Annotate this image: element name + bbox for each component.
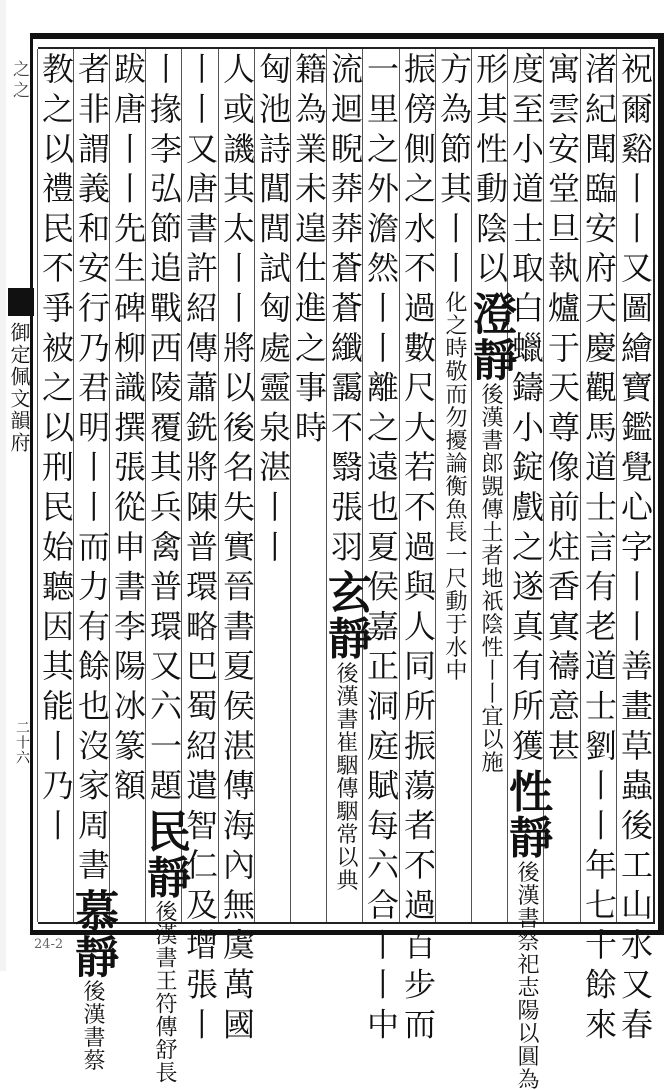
- text-column: [579, 52, 619, 1047]
- text-column: [108, 52, 148, 920]
- text-column: [36, 52, 76, 920]
- citation-text: 後漢書王符傳舒長: [152, 900, 177, 1085]
- outer-frame-top: [30, 33, 663, 39]
- inner-frame-bottom: [38, 922, 654, 924]
- column-text: 寓雲安堂旦執爐于天尊像前炷香寘禱意甚: [543, 52, 581, 769]
- citation-text: 後漢書蔡: [80, 979, 105, 1072]
- column-text: 丨掾李弘節追戰西陵覆其兵禽普環又六一題: [145, 52, 183, 809]
- outer-frame-right: [658, 33, 664, 935]
- headword: 慕靜: [67, 887, 118, 980]
- citation-text: 後漢書祭祀志陽以圓為: [514, 860, 539, 1090]
- outer-frame-left: [30, 33, 33, 935]
- fishtail-block: [8, 288, 34, 316]
- folio-number: 二十六: [14, 720, 30, 765]
- text-column: [465, 52, 516, 920]
- column-text: 一里之外澹然丨丨離之遠也夏侯嘉正洞庭賦每六合丨丨中: [362, 52, 400, 1047]
- text-column: [253, 52, 293, 920]
- headword: 玄靜: [320, 569, 371, 662]
- bottom-fragment: 24-2: [34, 937, 64, 952]
- citation-text: 化之時敬而勿擾論衡魚長一尺動于水中: [442, 290, 467, 682]
- column-text: 者非謂義和安行乃君明丨丨而力有餘也沒家周書: [73, 52, 111, 888]
- citation-text: 後漢書郎覬傳土者地祇陰性丨丨宜以施: [478, 382, 503, 774]
- headword: 澄靜: [465, 290, 516, 383]
- book-title: 御定佩文韻府: [7, 322, 31, 454]
- margin-top-fragment: 之之: [9, 60, 29, 102]
- inner-frame-top: [38, 47, 654, 49]
- text-column: [289, 52, 329, 920]
- citation-text: 後漢書崔駰傳駰常以典: [333, 661, 358, 892]
- text-column: [67, 52, 118, 1072]
- headword: 民靜: [139, 808, 190, 901]
- text-column: [398, 52, 438, 1047]
- column-text: 振傍側之水不過數尺大若不過與人同所振蕩者不過百步而: [399, 52, 437, 1047]
- column-text: 形其性動陰以: [471, 52, 509, 291]
- column-text: 流迴睨莽莽蒼蒼纖靄不翳張羽: [326, 52, 364, 570]
- column-text: 籍為業未遑仕進之事時: [290, 52, 328, 450]
- column-text: 人或譏其太丨丨將以後名失實晉書夏侯湛傳海內無虞萬國: [218, 52, 256, 1047]
- column-text: 丨丨又唐書許紹傳蕭銑將陳普環略巴蜀紹遣智仁及增張丨: [181, 52, 219, 1047]
- column-text: 祝爾谿丨丨又圖繪寶鑑覺心字丨丨善畫草蟲後工山水又春: [616, 52, 654, 1047]
- outer-frame-bottom: [30, 930, 663, 935]
- text-column: [501, 52, 552, 1090]
- scan-edge: [0, 0, 6, 971]
- text-column: [217, 52, 257, 1047]
- column-text: 方為節其丨丨: [435, 52, 473, 291]
- column-text: 度至小道士取白蠟鑄小錠戲之遂真有所獲: [507, 52, 545, 769]
- column-text: 渚紀聞臨安府天慶觀馬道士言有老道士劉丨丨年七十餘來: [580, 52, 618, 1047]
- text-column: [180, 52, 220, 1047]
- column-text: 教之以禮民不爭被之以刑民始聽因其能丨乃丨: [37, 52, 75, 848]
- column-text: 跋唐丨丨先生碑柳識撰張從申書李陽冰篆額: [109, 52, 147, 809]
- column-text: 匈池詩閶閭試匈處靈泉湛丨丨: [254, 52, 292, 570]
- text-column: [361, 52, 401, 1047]
- text-column: [320, 52, 371, 920]
- text-column: [615, 52, 655, 1047]
- headword: 性靜: [501, 768, 552, 861]
- text-column: [434, 52, 474, 920]
- text-column: [139, 52, 190, 1085]
